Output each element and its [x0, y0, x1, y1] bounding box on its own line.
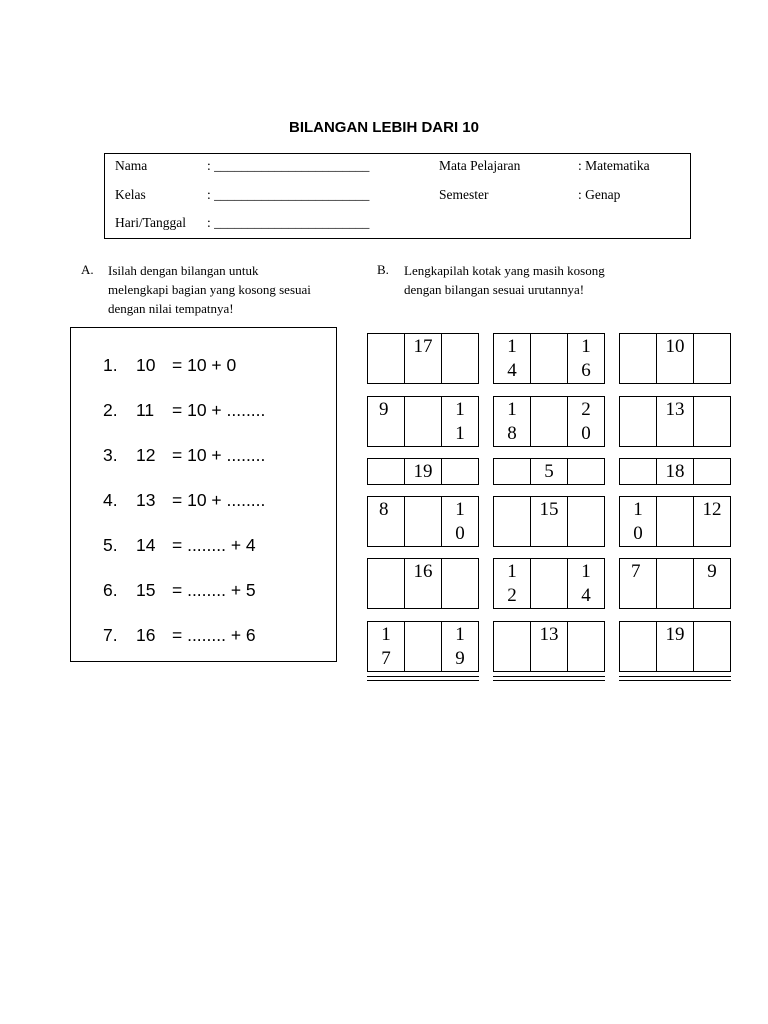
filled-number-box: [442, 497, 478, 546]
empty-number-box[interactable]: [494, 459, 531, 484]
instruction-line: Lengkapilah kotak yang masih kosong: [404, 263, 605, 278]
number-sequence: [493, 396, 605, 447]
box-number: 1 2: [507, 561, 517, 606]
section-b-letter: B.: [377, 262, 389, 277]
number-sequence: [619, 333, 731, 384]
filled-number-box: [531, 497, 568, 546]
instruction-line: dengan bilangan sesuai urutannya!: [404, 282, 585, 297]
box-number: 2 0: [581, 399, 591, 444]
double-underline: [367, 676, 479, 681]
instruction-line: melengkapi bagian yang kosong sesuai: [108, 282, 311, 297]
section-a-instruction: [108, 261, 311, 318]
number-sequence: [493, 458, 605, 485]
box-number: 1 6: [581, 336, 591, 381]
box-number: 12: [702, 499, 722, 520]
empty-number-box[interactable]: [405, 497, 442, 546]
box-number: 1 8: [507, 399, 517, 444]
number-sequence: [619, 558, 731, 609]
instruction-line: Isilah dengan bilangan untuk: [108, 263, 259, 278]
box-number: 15: [539, 499, 559, 520]
empty-number-box[interactable]: [620, 459, 657, 484]
empty-number-box[interactable]: [694, 397, 730, 446]
box-number: 1 7: [381, 624, 391, 669]
equation-row: [103, 580, 256, 601]
box-number: 16: [413, 561, 433, 582]
equation-number: 5.: [103, 535, 118, 555]
equation-expression[interactable]: = 10 + ........: [172, 490, 266, 510]
box-number: 5: [544, 461, 554, 482]
nama-field[interactable]: : _______________________: [207, 158, 370, 173]
empty-number-box[interactable]: [531, 559, 568, 608]
equation-number: 3.: [103, 445, 118, 465]
equation-row: [103, 625, 256, 646]
filled-number-box: [494, 334, 531, 383]
empty-number-box[interactable]: [657, 497, 694, 546]
instruction-line: dengan nilai tempatnya!: [108, 301, 234, 316]
equation-expression[interactable]: = 10 + ........: [172, 445, 266, 465]
box-number: 10: [665, 336, 685, 357]
empty-number-box[interactable]: [494, 622, 531, 671]
equation-value: 11: [136, 400, 155, 420]
hari-label: Hari/Tanggal: [115, 215, 187, 230]
equation-box: [70, 327, 337, 662]
empty-number-box[interactable]: [442, 559, 478, 608]
filled-number-box: [405, 559, 442, 608]
empty-number-box[interactable]: [694, 459, 730, 484]
filled-number-box: [531, 622, 568, 671]
empty-number-box[interactable]: [531, 334, 568, 383]
double-underline: [493, 676, 605, 681]
section-a-letter: A.: [81, 262, 94, 277]
nama-label: Nama: [115, 158, 148, 173]
mapel-value: : Matematika: [578, 158, 650, 173]
empty-number-box[interactable]: [368, 459, 405, 484]
mapel-label: Mata Pelajaran: [439, 158, 521, 173]
equation-expression[interactable]: = 10 + 0: [172, 355, 237, 375]
hari-field[interactable]: : _______________________: [207, 215, 370, 230]
box-number: 19: [413, 461, 433, 482]
filled-number-box: [442, 622, 478, 671]
filled-number-box: [568, 397, 604, 446]
filled-number-box: [368, 397, 405, 446]
equation-number: 6.: [103, 580, 118, 600]
equation-value: 16: [136, 625, 156, 645]
filled-number-box: [620, 497, 657, 546]
kelas-field[interactable]: : _______________________: [207, 187, 370, 202]
box-number: 1 9: [455, 624, 465, 669]
box-number: 13: [665, 399, 685, 420]
equation-value: 10: [136, 355, 156, 375]
empty-number-box[interactable]: [442, 459, 478, 484]
box-number: 1 1: [455, 399, 465, 444]
equation-expression[interactable]: = ........ + 6: [172, 625, 256, 645]
box-number: 9: [707, 561, 717, 582]
equation-row: [103, 445, 265, 466]
empty-number-box[interactable]: [620, 622, 657, 671]
equation-expression[interactable]: = 10 + ........: [172, 400, 266, 420]
equation-row: [103, 490, 265, 511]
number-sequence: [493, 558, 605, 609]
semester-value: : Genap: [578, 187, 621, 202]
filled-number-box: [657, 622, 694, 671]
number-sequence: [619, 621, 731, 672]
box-number: 1 4: [581, 561, 591, 606]
equation-value: 15: [136, 580, 156, 600]
equation-number: 7.: [103, 625, 118, 645]
number-sequence: [367, 558, 479, 609]
equation-row: [103, 400, 265, 421]
box-number: 13: [539, 624, 559, 645]
filled-number-box: [405, 334, 442, 383]
number-sequence: [619, 496, 731, 547]
filled-number-box: [494, 559, 531, 608]
box-number: 9: [379, 399, 389, 420]
box-number: 1 0: [633, 499, 643, 544]
filled-number-box: [620, 559, 657, 608]
empty-number-box[interactable]: [620, 397, 657, 446]
page-title: BILANGAN LEBIH DARI 10: [288, 119, 479, 136]
number-sequence: [367, 458, 479, 485]
empty-number-box[interactable]: [620, 334, 657, 383]
empty-number-box[interactable]: [368, 334, 405, 383]
equation-number: 1.: [103, 355, 118, 375]
equation-expression[interactable]: = ........ + 4: [172, 535, 256, 555]
equation-row: [103, 355, 236, 376]
equation-value: 13: [136, 490, 156, 510]
filled-number-box: [368, 622, 405, 671]
empty-number-box[interactable]: [657, 559, 694, 608]
empty-number-box[interactable]: [531, 397, 568, 446]
empty-number-box[interactable]: [405, 622, 442, 671]
filled-number-box: [568, 334, 604, 383]
box-number: 7: [631, 561, 641, 582]
filled-number-box: [694, 497, 730, 546]
section-b-instruction: [404, 261, 605, 299]
equation-row: [103, 535, 256, 556]
double-underline: [619, 676, 731, 681]
box-number: 8: [379, 499, 389, 520]
filled-number-box: [657, 459, 694, 484]
number-sequence: [619, 458, 731, 485]
number-sequence: [367, 621, 479, 672]
empty-number-box[interactable]: [494, 497, 531, 546]
empty-number-box[interactable]: [568, 497, 604, 546]
equation-value: 14: [136, 535, 156, 555]
equation-value: 12: [136, 445, 156, 465]
number-sequence: [493, 496, 605, 547]
empty-number-box[interactable]: [694, 622, 730, 671]
kelas-label: Kelas: [115, 187, 146, 202]
equation-expression[interactable]: = ........ + 5: [172, 580, 256, 600]
empty-number-box[interactable]: [442, 334, 478, 383]
student-info-box: [104, 153, 691, 239]
box-number: 17: [413, 336, 433, 357]
number-sequence: [367, 333, 479, 384]
empty-number-box[interactable]: [568, 622, 604, 671]
number-sequence: [367, 396, 479, 447]
number-sequence: [493, 621, 605, 672]
filled-number-box: [657, 334, 694, 383]
filled-number-box: [568, 559, 604, 608]
filled-number-box: [494, 397, 531, 446]
box-number: 1 4: [507, 336, 517, 381]
number-sequence: [493, 333, 605, 384]
empty-number-box[interactable]: [405, 397, 442, 446]
filled-number-box: [368, 497, 405, 546]
number-sequence: [619, 396, 731, 447]
empty-number-box[interactable]: [368, 559, 405, 608]
box-number: 19: [665, 624, 685, 645]
empty-number-box[interactable]: [694, 334, 730, 383]
number-sequence: [367, 496, 479, 547]
filled-number-box: [657, 397, 694, 446]
equation-number: 2.: [103, 400, 118, 420]
filled-number-box: [405, 459, 442, 484]
filled-number-box: [531, 459, 568, 484]
box-number: 18: [665, 461, 685, 482]
empty-number-box[interactable]: [568, 459, 604, 484]
semester-label: Semester: [439, 187, 489, 202]
filled-number-box: [694, 559, 730, 608]
filled-number-box: [442, 397, 478, 446]
equation-number: 4.: [103, 490, 118, 510]
box-number: 1 0: [455, 499, 465, 544]
